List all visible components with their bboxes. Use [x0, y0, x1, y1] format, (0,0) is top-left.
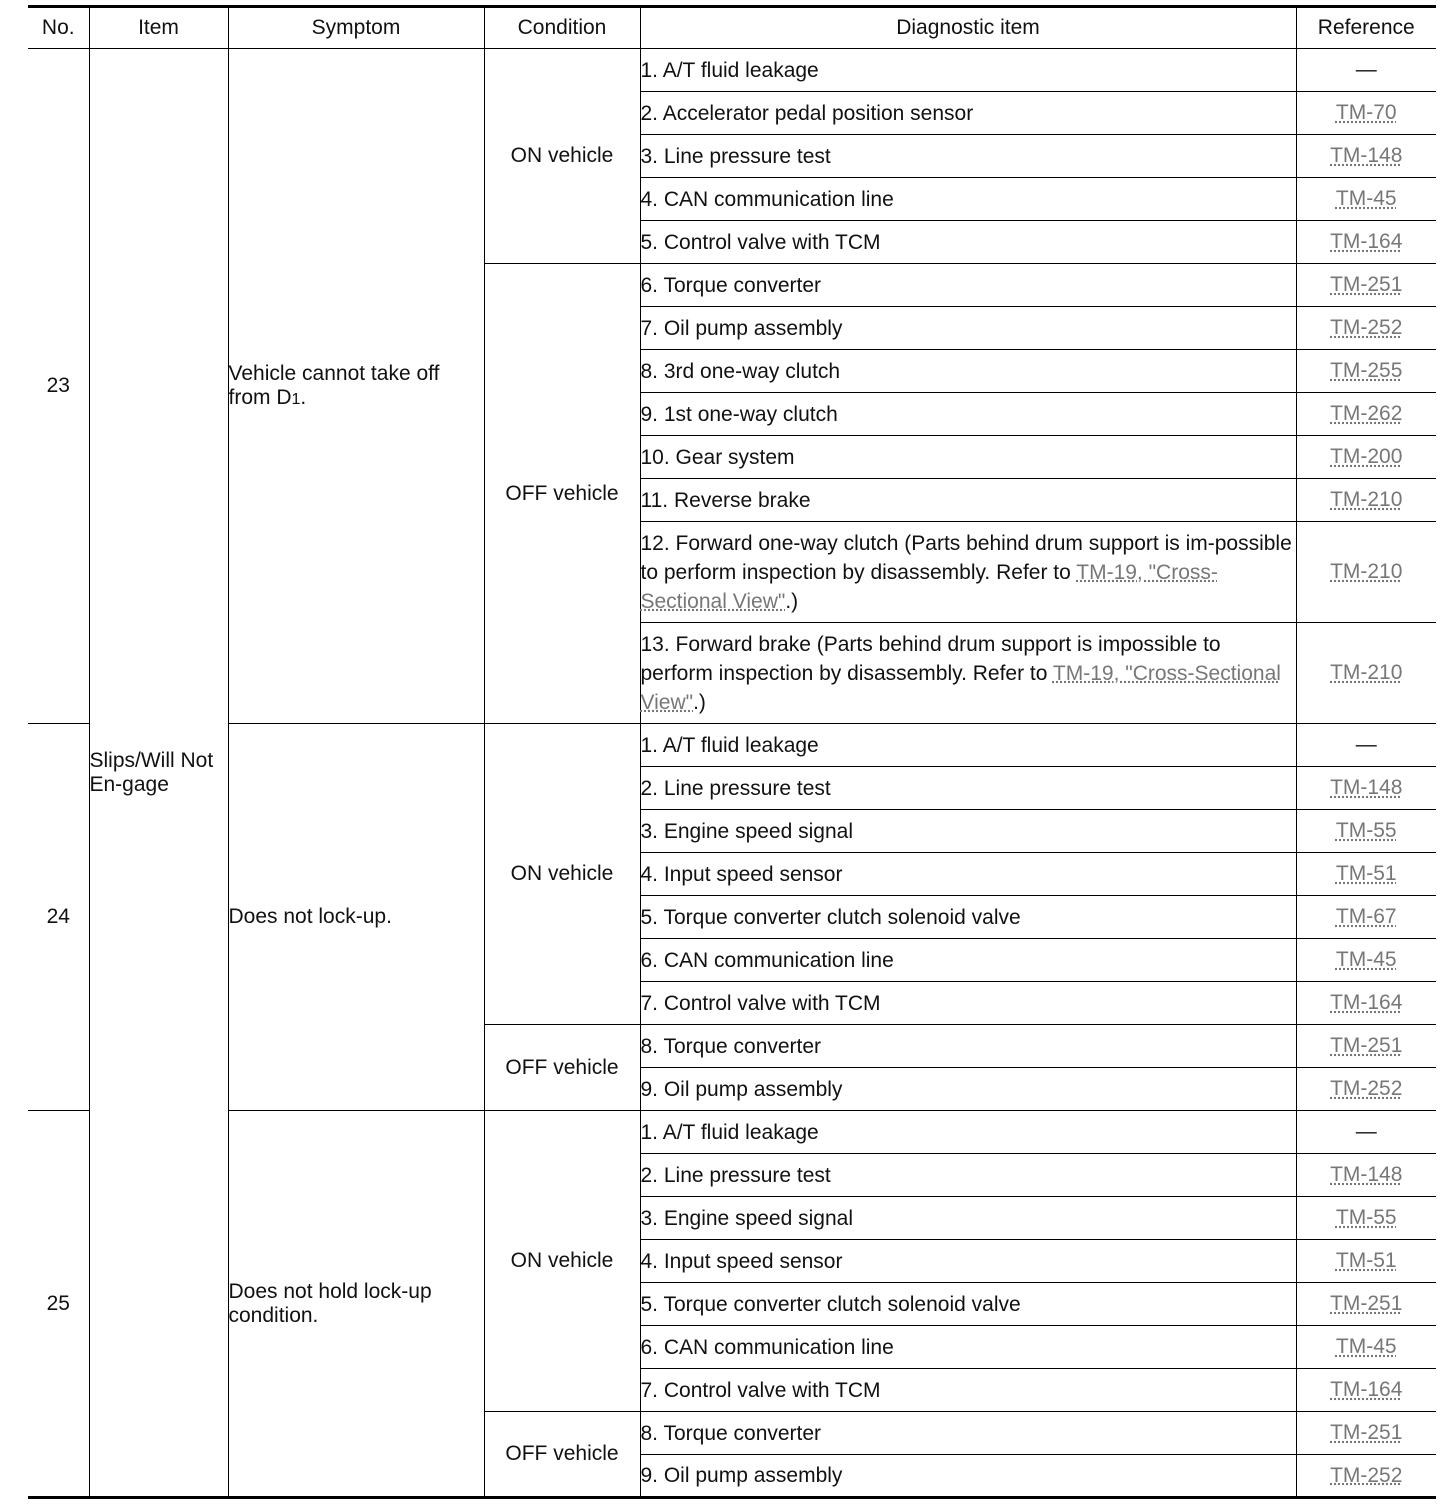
diagnostic-item: 2. Line pressure test [640, 1154, 1296, 1197]
reference-link[interactable]: TM-255 [1330, 359, 1403, 382]
reference-link[interactable]: TM-45 [1335, 1335, 1397, 1358]
reference-none [1296, 724, 1436, 767]
reference-cell [1296, 1455, 1436, 1498]
diagnostic-item: 11. Reverse brake [640, 479, 1296, 522]
diagnostic-text-end: .) [693, 690, 706, 714]
reference-cell [1296, 1283, 1436, 1326]
reference-link[interactable]: TM-251 [1330, 1292, 1403, 1315]
reference-cell [1296, 623, 1436, 724]
reference-cell [1296, 393, 1436, 436]
condition-off-vehicle: OFF vehicle [484, 1412, 640, 1498]
diagnostic-item: 8. 3rd one-way clutch [640, 350, 1296, 393]
reference-link[interactable]: TM-210 [1330, 488, 1403, 511]
diagnostic-text-end: .) [785, 589, 799, 613]
reference-link[interactable]: TM-164 [1330, 230, 1403, 253]
reference-cell [1296, 522, 1436, 623]
reference-cell [1296, 1369, 1436, 1412]
reference-cell [1296, 982, 1436, 1025]
reference-cell [1296, 1025, 1436, 1068]
reference-cell [1296, 939, 1436, 982]
reference-link[interactable]: TM-45 [1335, 187, 1397, 210]
condition-on-vehicle: ON vehicle [484, 1111, 640, 1412]
diagnostic-item: 1. A/T fluid leakage [640, 724, 1296, 767]
diagnostic-item: 10. Gear system [640, 436, 1296, 479]
reference-link[interactable]: TM-55 [1335, 819, 1397, 842]
diagnostic-item: 3. Engine speed signal [640, 1197, 1296, 1240]
header-diagnostic-item: Diagnostic item [640, 7, 1296, 49]
reference-link[interactable]: TM-67 [1335, 905, 1397, 928]
diagnostic-item: 9. 1st one-way clutch [640, 393, 1296, 436]
row-number: 24 [28, 724, 89, 1111]
row-number: 23 [28, 49, 89, 724]
symptom-cell: Does not lock-up. [228, 724, 484, 1111]
diagnostic-item: 5. Torque converter clutch solenoid valve [640, 1283, 1296, 1326]
condition-on-vehicle: ON vehicle [484, 49, 640, 264]
header-no: No. [28, 7, 89, 49]
dash-mark: — [1355, 58, 1377, 81]
reference-cell [1296, 1068, 1436, 1111]
reference-cell [1296, 767, 1436, 810]
diagnostic-item: 6. Torque converter [640, 264, 1296, 307]
reference-cell [1296, 135, 1436, 178]
diagnostic-item: 1. A/T fluid leakage [640, 49, 1296, 92]
cross-sectional-view-link[interactable]: TM-19, "Cross-Sectional View" [640, 661, 1281, 714]
diagnostic-item: 5. Torque converter clutch solenoid valve [640, 896, 1296, 939]
diagnostic-item: 4. CAN communication line [640, 178, 1296, 221]
table-row [28, 49, 1436, 92]
symptom-period: . [300, 386, 307, 409]
diagnostic-item: 3. Line pressure test [640, 135, 1296, 178]
diagnostic-item: 9. Oil pump assembly [640, 1068, 1296, 1111]
reference-link[interactable]: TM-252 [1330, 1463, 1403, 1487]
reference-link[interactable]: TM-148 [1330, 1163, 1403, 1186]
reference-cell [1296, 178, 1436, 221]
diagnostic-item: 6. CAN communication line [640, 939, 1296, 982]
reference-cell [1296, 264, 1436, 307]
reference-cell [1296, 92, 1436, 135]
dash-mark: — [1355, 1120, 1377, 1143]
reference-link[interactable]: TM-200 [1330, 445, 1403, 468]
item-slips-will-not-engage: Slips/Will Not En-gage [89, 49, 228, 1498]
diagnostic-item: 7. Oil pump assembly [640, 307, 1296, 350]
reference-none [1296, 1111, 1436, 1154]
reference-link[interactable]: TM-251 [1330, 1034, 1403, 1057]
header-row [28, 7, 1436, 49]
diagnostic-table [28, 5, 1436, 1499]
reference-link[interactable]: TM-210 [1330, 661, 1403, 684]
reference-link[interactable]: TM-164 [1330, 1378, 1403, 1401]
reference-link[interactable]: TM-262 [1330, 402, 1403, 425]
reference-link[interactable]: TM-252 [1330, 1077, 1403, 1100]
header-condition: Condition [484, 7, 640, 49]
diagnostic-item: 2. Accelerator pedal position sensor [640, 92, 1296, 135]
header-item: Item [89, 7, 228, 49]
condition-off-vehicle: OFF vehicle [484, 1025, 640, 1111]
reference-link[interactable]: TM-252 [1330, 316, 1403, 339]
header-symptom: Symptom [228, 7, 484, 49]
reference-link[interactable]: TM-251 [1330, 1421, 1403, 1444]
diagnostic-item: 8. Torque converter [640, 1025, 1296, 1068]
dash-mark: — [1355, 733, 1377, 756]
reference-cell [1296, 1326, 1436, 1369]
diagnostic-item [640, 522, 1296, 623]
symptom-text: Vehicle cannot take off from D [228, 362, 440, 409]
condition-on-vehicle: ON vehicle [484, 724, 640, 1025]
reference-link[interactable]: TM-45 [1335, 948, 1397, 971]
reference-cell [1296, 350, 1436, 393]
reference-cell [1296, 1412, 1436, 1455]
cross-sectional-view-link[interactable]: TM-19, "Cross-Sectional View" [640, 560, 1218, 613]
diagnostic-item: 2. Line pressure test [640, 767, 1296, 810]
symptom-cell [228, 49, 484, 724]
reference-cell [1296, 1240, 1436, 1283]
reference-link[interactable]: TM-51 [1335, 1249, 1397, 1272]
diagnostic-item: 7. Control valve with TCM [640, 982, 1296, 1025]
diagnostic-item: 1. A/T fluid leakage [640, 1111, 1296, 1154]
table-row [28, 1111, 1436, 1154]
reference-link[interactable]: TM-55 [1335, 1206, 1397, 1229]
symptom-cell: Does not hold lock-up condition. [228, 1111, 484, 1498]
diagnostic-item: 9. Oil pump assembly [640, 1455, 1296, 1498]
reference-link[interactable]: TM-148 [1330, 776, 1403, 799]
table-row [28, 724, 1436, 767]
diagnostic-item [640, 623, 1296, 724]
diagnostic-text: 13. Forward brake (Parts behind drum support is impossible to perform inspection by disassembly. Refer to [640, 632, 1221, 685]
reference-link[interactable]: TM-210 [1330, 560, 1403, 583]
reference-cell [1296, 1197, 1436, 1240]
row-number: 25 [28, 1111, 89, 1498]
diagnostic-item: 8. Torque converter [640, 1412, 1296, 1455]
reference-cell [1296, 896, 1436, 939]
diagnostic-item: 4. Input speed sensor [640, 853, 1296, 896]
diagnostic-item: 7. Control valve with TCM [640, 1369, 1296, 1412]
reference-link[interactable]: TM-164 [1330, 991, 1403, 1014]
reference-link[interactable]: TM-70 [1335, 101, 1397, 124]
diagnostic-item: 5. Control valve with TCM [640, 221, 1296, 264]
reference-cell [1296, 436, 1436, 479]
reference-cell [1296, 221, 1436, 264]
diagnostic-item: 3. Engine speed signal [640, 810, 1296, 853]
reference-cell [1296, 479, 1436, 522]
condition-off-vehicle: OFF vehicle [484, 264, 640, 724]
reference-cell [1296, 1154, 1436, 1197]
reference-none [1296, 49, 1436, 92]
reference-link[interactable]: TM-251 [1330, 273, 1403, 296]
header-reference: Reference [1296, 7, 1436, 49]
diagnostic-item: 4. Input speed sensor [640, 1240, 1296, 1283]
reference-cell [1296, 810, 1436, 853]
symptom-subscript: 1 [291, 391, 301, 408]
reference-cell [1296, 307, 1436, 350]
reference-link[interactable]: TM-148 [1330, 144, 1403, 167]
reference-cell [1296, 853, 1436, 896]
diagnostic-item: 6. CAN communication line [640, 1326, 1296, 1369]
diagnostic-text: 12. Forward one-way clutch (Parts behind drum support is im-possible to perform inspection by disassembly. Refer to [640, 531, 1292, 584]
reference-link[interactable]: TM-51 [1335, 862, 1397, 885]
